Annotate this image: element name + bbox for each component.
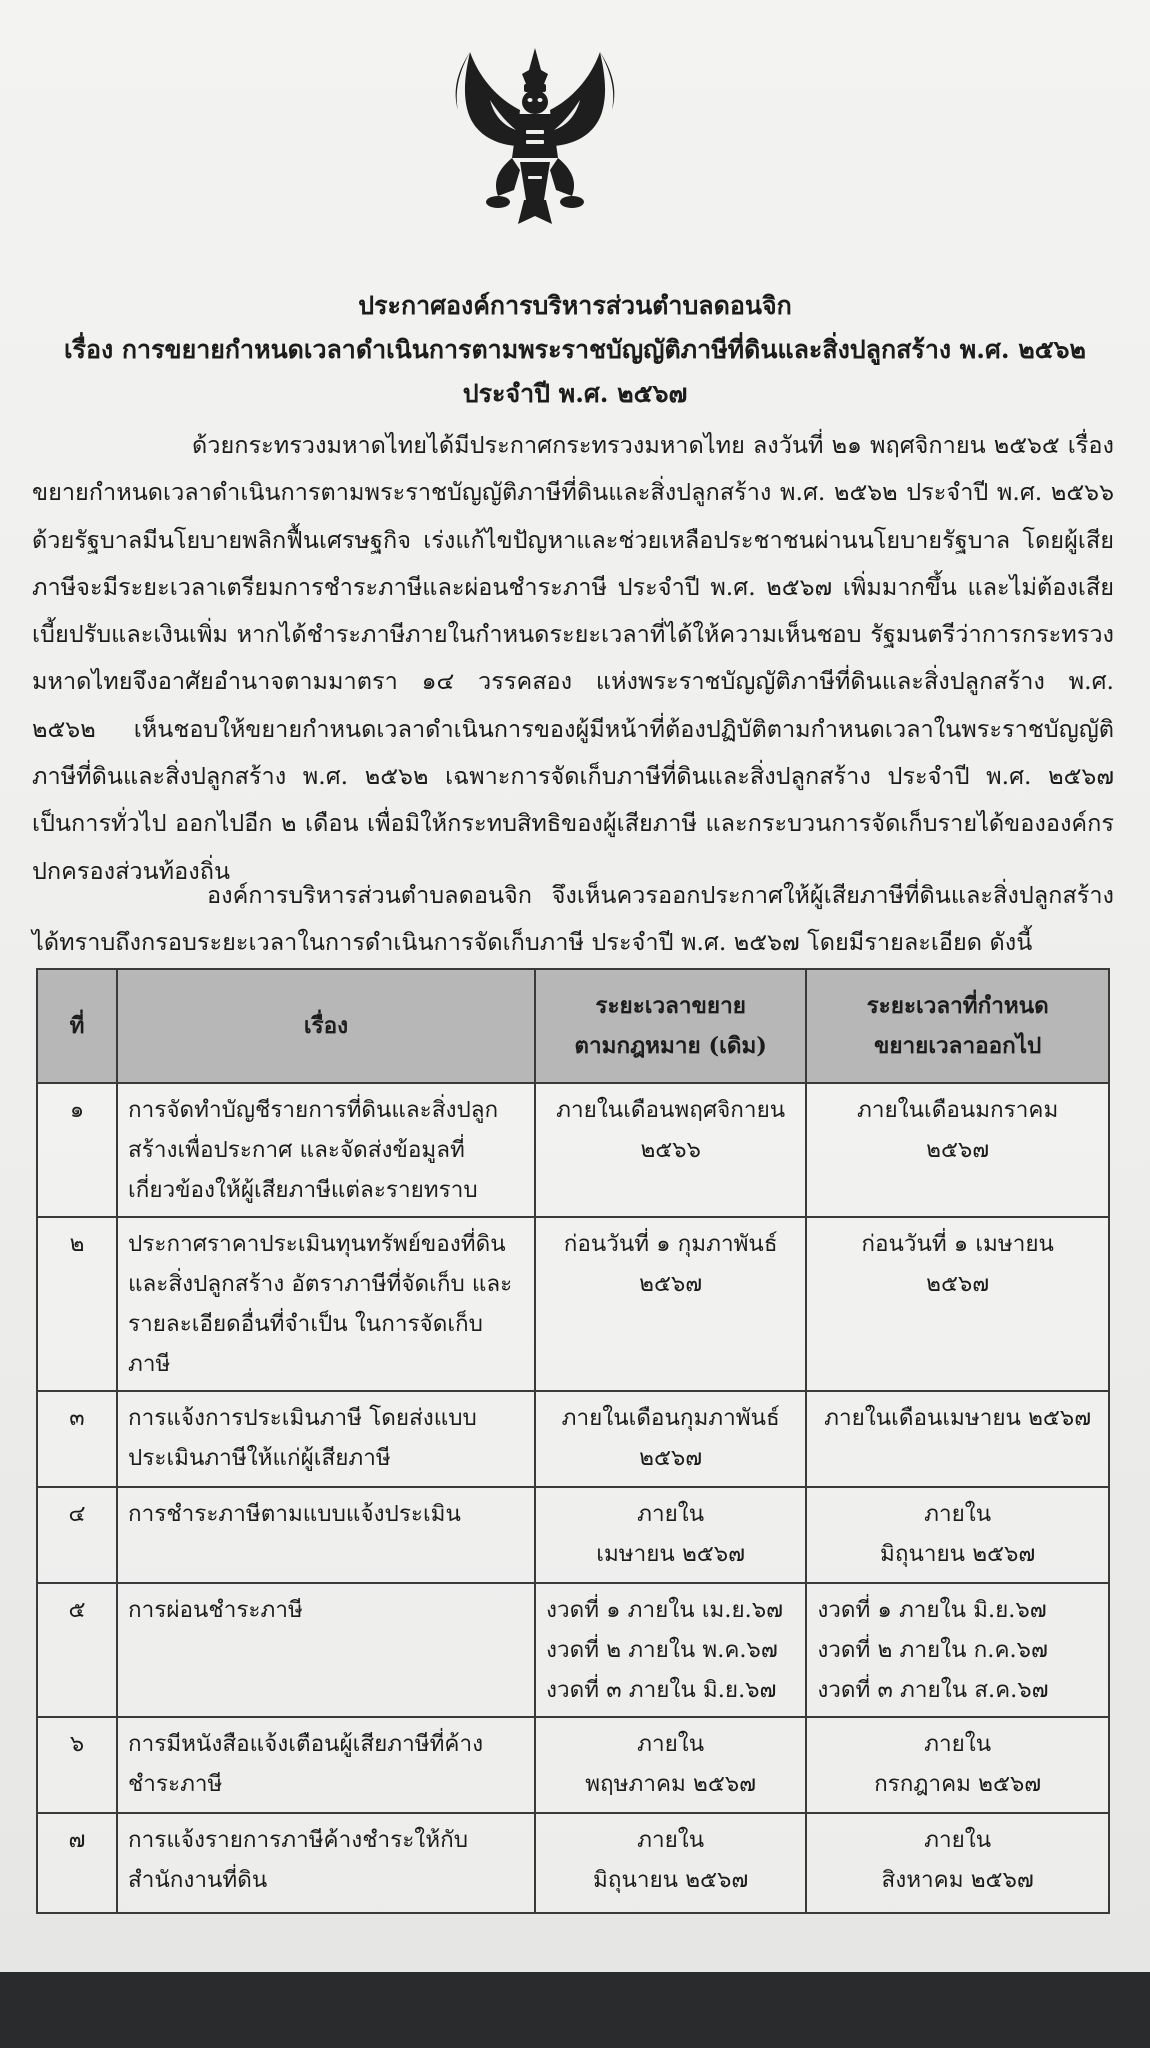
- row-old-deadline: ภายในเดือนพฤศจิกายน ๒๕๖๖: [535, 1083, 806, 1217]
- announcement-subject: เรื่อง การขยายกำหนดเวลาดำเนินการตามพระราชบัญญัติภาษีที่ดินและสิ่งปลูกสร้าง พ.ศ. ๒๕๖๒: [64, 335, 1086, 364]
- row-new-deadline: ภายใน มิถุนายน ๒๕๖๗: [806, 1487, 1109, 1583]
- table-row: [37, 1717, 1109, 1813]
- table-header-row: [37, 969, 1109, 1083]
- garuda-emblem-icon: [440, 40, 630, 230]
- row-number: ๔: [37, 1487, 117, 1583]
- schedule-table: [36, 968, 1110, 1914]
- row-number: ๒: [37, 1217, 117, 1391]
- header-no: ที่: [37, 969, 117, 1083]
- row-new-deadline: ภายใน กรกฎาคม ๒๕๖๗: [806, 1717, 1109, 1813]
- row-topic: การชำระภาษีตามแบบแจ้งประเมิน: [117, 1487, 535, 1583]
- table-row: [37, 1813, 1109, 1913]
- row-topic: การมีหนังสือแจ้งเตือนผู้เสียภาษีที่ค้างชำระภาษี: [117, 1717, 535, 1813]
- header-topic: เรื่อง: [117, 969, 535, 1083]
- table-row: [37, 1583, 1109, 1717]
- row-new-deadline: ภายใน สิงหาคม ๒๕๖๗: [806, 1813, 1109, 1913]
- body-paragraph-2: องค์การบริหารส่วนตำบลดอนจิก จึงเห็นควรออกประกาศให้ผู้เสียภาษีที่ดินและสิ่งปลูกสร้างได้ทราบถึงกรอบระยะเวลาในการดำเนินการจัดเก็บภาษี ประจำปี พ.ศ. ๒๕๖๗ โดยมีรายละเอียด ดังนี้: [32, 881, 1114, 957]
- announcement-title: ประกาศองค์การบริหารส่วนตำบลดอนจิก: [358, 291, 792, 320]
- photo-bottom-edge: [0, 1972, 1150, 2048]
- row-number: ๕: [37, 1583, 117, 1717]
- row-new-deadline: ก่อนวันที่ ๑ เมษายน ๒๕๖๗: [806, 1217, 1109, 1391]
- row-old-deadline: ภายใน พฤษภาคม ๒๕๖๗: [535, 1717, 806, 1813]
- table-row: [37, 1487, 1109, 1583]
- table-row: [37, 1083, 1109, 1217]
- row-new-deadline: ภายในเดือนเมษายน ๒๕๖๗: [806, 1391, 1109, 1487]
- row-old-deadline: ก่อนวันที่ ๑ กุมภาพันธ์ ๒๕๖๗: [535, 1217, 806, 1391]
- row-topic: การแจ้งรายการภาษีค้างชำระให้กับสำนักงานที่ดิน: [117, 1813, 535, 1913]
- row-old-deadline: งวดที่ ๑ ภายใน เม.ย.๖๗ งวดที่ ๒ ภายใน พ.ค.๖๗ งวดที่ ๓ ภายใน มิ.ย.๖๗: [535, 1583, 806, 1717]
- table-row: [37, 1217, 1109, 1391]
- row-old-deadline: ภายในเดือนกุมภาพันธ์ ๒๕๖๗: [535, 1391, 806, 1487]
- row-new-deadline: งวดที่ ๑ ภายใน มิ.ย.๖๗ งวดที่ ๒ ภายใน ก.ค.๖๗ งวดที่ ๓ ภายใน ส.ค.๖๗: [806, 1583, 1109, 1717]
- row-topic: ประกาศราคาประเมินทุนทรัพย์ของที่ดินและสิ่งปลูกสร้าง อัตราภาษีที่จัดเก็บ และรายละเอียดอื่นที่จำเป็น ในการจัดเก็บภาษี: [117, 1217, 535, 1391]
- header-old-deadline: ระยะเวลาขยาย ตามกฎหมาย (เดิม): [535, 969, 806, 1083]
- row-new-deadline: ภายในเดือนมกราคม ๒๕๖๗: [806, 1083, 1109, 1217]
- row-number: ๑: [37, 1083, 117, 1217]
- row-topic: การจัดทำบัญชีรายการที่ดินและสิ่งปลูกสร้างเพื่อประกาศ และจัดส่งข้อมูลที่เกี่ยวข้องให้ผู้เสียภาษีแต่ละรายทราบ: [117, 1083, 535, 1217]
- row-old-deadline: ภายใน มิถุนายน ๒๕๖๗: [535, 1813, 806, 1913]
- row-topic: การแจ้งการประเมินภาษี โดยส่งแบบประเมินภาษีให้แก่ผู้เสียภาษี: [117, 1391, 535, 1487]
- row-number: ๗: [37, 1813, 117, 1913]
- row-number: ๓: [37, 1391, 117, 1487]
- table-row: [37, 1391, 1109, 1487]
- row-topic: การผ่อนชำระภาษี: [117, 1583, 535, 1717]
- header-new-deadline: ระยะเวลาที่กำหนด ขยายเวลาออกไป: [806, 969, 1109, 1083]
- row-number: ๖: [37, 1717, 117, 1813]
- announcement-year: ประจำปี พ.ศ. ๒๕๖๗: [462, 379, 688, 408]
- row-old-deadline: ภายใน เมษายน ๒๕๖๗: [535, 1487, 806, 1583]
- body-paragraph-1: ด้วยกระทรวงมหาดไทยได้มีประกาศกระทรวงมหาดไทย ลงวันที่ ๒๑ พฤศจิกายน ๒๕๖๕ เรื่องขยายกำหนดเวลาดำเนินการตามพระราชบัญญัติภาษีที่ดินและสิ่งปลูกสร้าง พ.ศ. ๒๕๖๒ ประจำปี พ.ศ. ๒๕๖๖ ด้วยรัฐบาลมีนโยบายพลิกฟื้นเศรษฐกิจ เร่งแก้ไขปัญหาและช่วยเหลือประชาชนผ่านนโยบายรัฐบาล โดยผู้เสียภาษีจะมีระยะเวลาเตรียมการชำระภาษีและผ่อนชำระภาษี ประจำปี พ.ศ. ๒๕๖๗ เพิ่มมากขึ้น และไม่ต้องเสียเบี้ยปรับและเงินเพิ่ม หากได้ชำระภาษีภายในกำหนดระยะเวลาที่ได้ให้ความเห็นชอบ รัฐมนตรีว่าการกระทรวงมหาดไทยจึงอาศัยอำนาจตามมาตรา ๑๔ วรรคสอง แห่งพระราชบัญญัติภาษีที่ดินและสิ่งปลูกสร้าง พ.ศ. ๒๕๖๒ เห็นชอบให้ขยายกำหนดเวลาดำเนินการของผู้มีหน้าที่ต้องปฏิบัติตามกำหนดเวลาในพระราชบัญญัติภาษีที่ดินและสิ่งปลูกสร้าง พ.ศ. ๒๕๖๒ เฉพาะการจัดเก็บภาษีที่ดินและสิ่งปลูกสร้าง ประจำปี พ.ศ. ๒๕๖๗ เป็นการทั่วไป ออกไปอีก ๒ เดือน เพื่อมิให้กระทบสิทธิของผู้เสียภาษี และกระบวนการจัดเก็บรายได้ขององค์กรปกครองส่วนท้องถิ่น: [32, 431, 1114, 885]
